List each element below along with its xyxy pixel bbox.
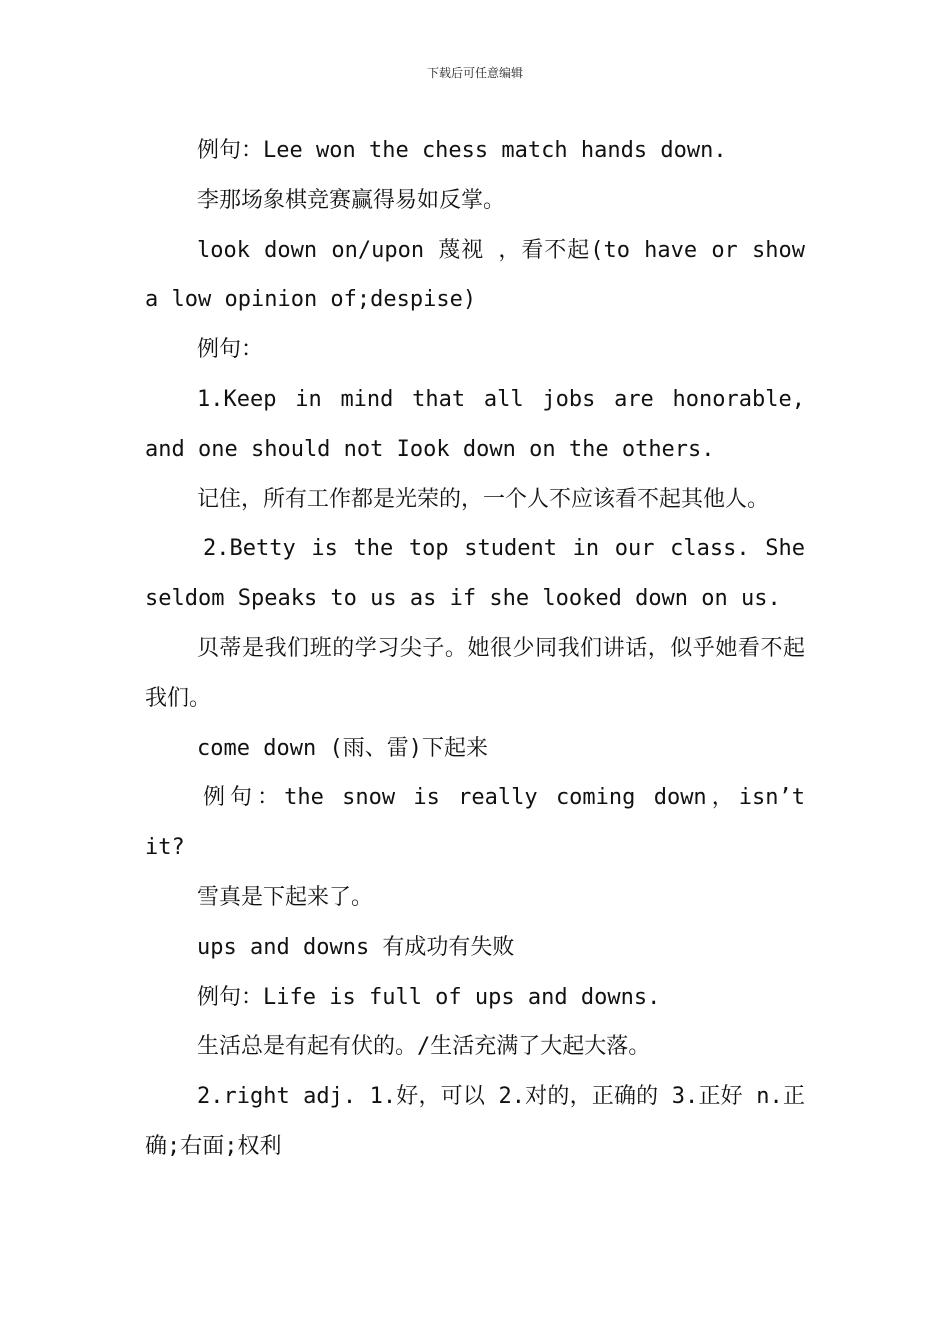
phrase-definition: come down (雨、雷)下起来 bbox=[197, 735, 488, 761]
example-label: 例句： bbox=[197, 337, 264, 363]
translation: 生活总是有起有伏的。/生活充满了大起大落。 bbox=[197, 1034, 651, 1060]
phrase-definition: look down on/upon 蔑视 ，看不起(to have or show a low opinion of;despise) bbox=[145, 237, 819, 313]
example-sentence: 例句：Life is full of ups and downs. bbox=[197, 984, 661, 1010]
example-sentence: 例句：the snow is really coming down，isn’t it? bbox=[145, 785, 819, 861]
document-body bbox=[145, 126, 819, 1172]
example-sentence: 1.Keep in mind that all jobs are honorable, and one should not Iook down on the others. bbox=[145, 386, 819, 462]
phrase-definition: ups and downs 有成功有失败 bbox=[197, 934, 515, 960]
translation: 雪真是下起来了。 bbox=[197, 884, 374, 910]
translation: 贝蒂是我们班的学习尖子。她很少同我们讲话，似乎她看不起我们。 bbox=[145, 635, 805, 711]
example-sentence: 2.Betty is the top student in our class. She seldom Speaks to us as if she looked down on us. bbox=[145, 536, 819, 612]
translation: 记住，所有工作都是光荣的，一个人不应该看不起其他人。 bbox=[197, 486, 770, 512]
word-definition: 2.right adj. 1.好，可以 2.对的，正确的 3.正好 n.正确;右面;权利 bbox=[145, 1084, 805, 1159]
example-sentence: 例句：Lee won the chess match hands down. bbox=[197, 138, 727, 163]
translation: 李那场象棋竞赛赢得易如反掌。 bbox=[197, 187, 506, 213]
page-header: 下载后可任意编辑 bbox=[426, 66, 523, 80]
